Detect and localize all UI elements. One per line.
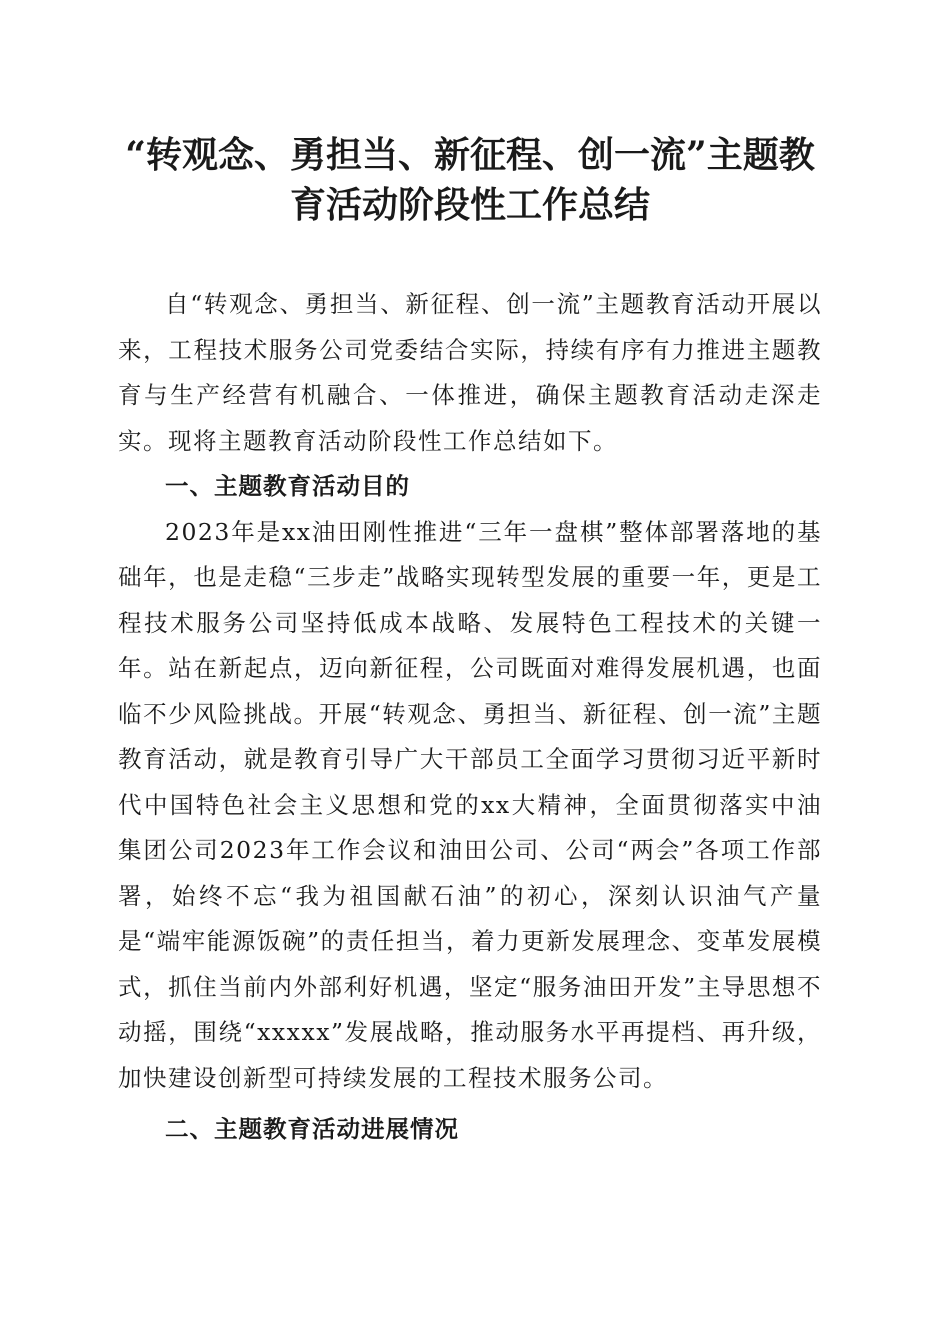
title-line-2: 育活动阶段性工作总结: [289, 184, 650, 226]
section-1-heading: 一、主题教育活动目的: [165, 472, 410, 500]
title-line-1: “转观念、勇担当、新征程、创一流”主题教: [125, 134, 815, 176]
intro-paragraph: 自“转观念、勇担当、新征程、创一流”主题教育活动开展以来，工程技术服务公司党委结合实际，持续有序有力推进主题教育与生产经营有机融合、一体推进，确保主题教育活动走深走实。现将主题教育活动阶段性工作总结如下。: [118, 290, 822, 455]
section-1-paragraph: 2023年是xx油田刚性推进“三年一盘棋”整体部署落地的基础年，也是走稳“三步走”战略实现转型发展的重要一年，更是工程技术服务公司坚持低成本战略、发展特色工程技术的关键一年。站在新起点，迈向新征程，公司既面对难得发展机遇，也面临不少风险挑战。开展“转观念、勇担当、新征程、创一流”主题教育活动，就是教育引导广大干部员工全面学习贯彻习近平新时代中国特色社会主义思想和党的xx大精神，全面贯彻落实中油集团公司2023年工作会议和油田公司、公司“两会”各项工作部署，始终不忘“我为祖国献石油”的初心，深刻认识油气产量是“端牢能源饭碗”的责任担当，着力更新发展理念、变革发展模式，抓住当前内外部利好机遇，坚定“服务油田开发”主导思想不动摇，围绕“xxxxx”发展战略，推动服务水平再提档、再升级，加快建设创新型可持续发展的工程技术服务公司。: [118, 517, 822, 1092]
document-title: [118, 130, 822, 230]
section-2-heading: 二、主题教育活动进展情况: [165, 1115, 459, 1143]
